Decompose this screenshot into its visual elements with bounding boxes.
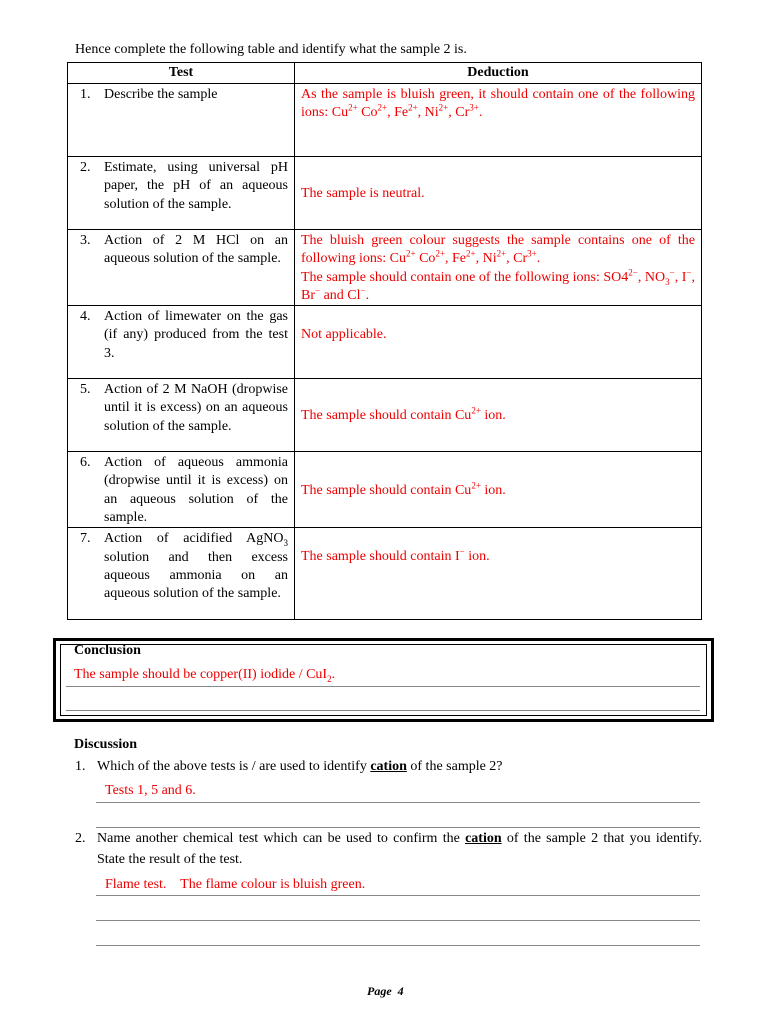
row-number: 1. [80, 87, 91, 102]
table-header-row [68, 63, 702, 84]
test-text: Action of aqueous ammonia (dropwise until it is excess) on an aqueous solution of the sample. [104, 455, 288, 526]
row-number: 6. [80, 455, 91, 471]
test-text: Describe the sample [104, 87, 218, 102]
test-text: Action of 2 M NaOH (dropwise until it is excess) on an aqueous solution of the sample. [104, 382, 288, 434]
deduction-text: Not applicable. [295, 306, 702, 379]
page-number: Page 4 [367, 984, 404, 998]
conclusion-title: Conclusion [74, 643, 141, 658]
deduction-text: The bluish green colour suggests the sample contains one of the following ions: $Cu^{2+}$ $Co^{2+}$, $Fe^{2+}$, $Ni^{2+}$, $Cr^{3+}$. The sample should contain one of the following ions: $SO4^{2-}$, $NO_3^-$, I−, Br− and Cl−. [295, 230, 702, 306]
row-number: 2. [80, 160, 91, 175]
discussion-title: Discussion [74, 737, 138, 752]
deduction-text: As the sample is bluish green, it should contain one of the following ions: $Cu^{2+}$ $Co^{2+}$, $Fe^{2+}$, $Ni^{2+}$, $Cr^{3+}$. [295, 84, 702, 157]
table-row [68, 84, 702, 157]
row-number: 3. [80, 233, 91, 248]
question-number: 2. [75, 831, 86, 846]
question-number: 1. [75, 759, 86, 774]
conclusion-answer: The sample should be copper(II) iodide / CuI$_2$. [74, 667, 336, 684]
deduction-text: The sample should contain $Cu^{2+}$ ion. [295, 379, 702, 452]
answer-1: Tests 1, 5 and 6. [105, 783, 196, 798]
table-row [68, 306, 702, 379]
answer-line [66, 710, 700, 711]
answer-line [96, 895, 700, 896]
results-table [67, 62, 702, 620]
deduction-text: The sample should contain I− ion. [295, 528, 702, 620]
test-text: Action of limewater on the gas (if any) produced from the test 3. [104, 309, 288, 361]
answer-line [96, 802, 700, 803]
row-number: 7. [80, 531, 91, 547]
row-number: 5. [80, 382, 91, 398]
test-text: Action of 2 M HCl on an aqueous solution of the sample. [104, 233, 288, 267]
test-text: Estimate, using universal pH paper, the pH of an aqueous solution of the sample. [104, 160, 288, 212]
question-1: Which of the above tests is / are used to identify cation of the sample 2? [97, 759, 503, 774]
table-row [68, 379, 702, 452]
header-test: Test [68, 63, 295, 84]
table-row [68, 157, 702, 230]
answer-line [96, 945, 700, 946]
header-deduction: Deduction [295, 63, 702, 84]
deduction-text: The sample should contain $Cu^{2+}$ ion. [295, 452, 702, 528]
deduction-text: The sample is neutral. [295, 157, 702, 230]
table-row [68, 528, 702, 620]
row-number: 4. [80, 309, 91, 325]
answer-2: Flame test. The flame colour is bluish green. [105, 877, 366, 892]
table-row [68, 452, 702, 528]
answer-line [96, 920, 700, 921]
answer-line [66, 686, 700, 687]
intro-text: Hence complete the following table and identify what the sample 2 is. [75, 42, 467, 57]
table-row [68, 230, 702, 306]
test-text: Action of acidified AgNO$_3$ solution and then excess aqueous ammonia on an aqueous solution of the sample. [104, 531, 288, 602]
question-2: Name another chemical test which can be used to confirm the cation of the sample 2 that you identify. State the result of the test. [97, 831, 716, 867]
